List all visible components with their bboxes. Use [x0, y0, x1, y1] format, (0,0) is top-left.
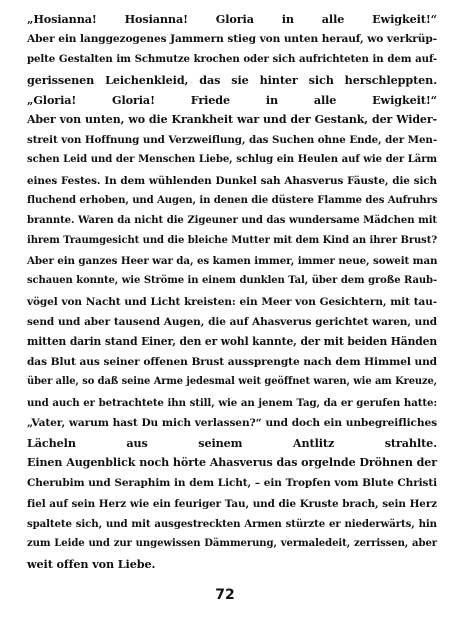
- text-line: „Gloria! Gloria! Friede in alle Ewigkeit!“: [27, 92, 437, 107]
- text-line: send und aber tausend Augen, die auf Ahasverus gerichtet waren, und: [27, 315, 437, 328]
- text-line: über alle, so daß seine Arme jedesmal weit geöffnet waren, wie am Kreuze,: [27, 376, 437, 388]
- text-line: und auch er betrachtete ihn still, wie an jenem Tag, da er gerufen hatte:: [27, 396, 437, 409]
- body-text: [27, 9, 437, 574]
- text-line: das Blut aus seiner offenen Brust aussprengte nach dem Himmel und: [27, 356, 437, 369]
- text-line: Einen Augenblick noch hörte Ahasverus das orgelnde Dröhnen der: [27, 456, 437, 470]
- text-line: spaltete sich, und mit ausgestreckten Armen stürzte er niederwärts, hin: [27, 517, 437, 530]
- text-line: ihrem Traumgesicht und die bleiche Mutter mit dem Kind an ihrer Brust?: [27, 235, 437, 247]
- text-line: gerissenen Leichenkleid, das sie hinter sich herschleppten.: [27, 72, 437, 87]
- text-line: Aber von unten, wo die Krankheit war und der Gestank, der Wider-: [27, 112, 437, 126]
- text-line: Aber ein ganzes Heer war da, es kamen immer, immer neue, soweit man: [27, 255, 438, 268]
- text-line: zum Leide und zur ungewissen Dämmerung, vermaledeit, zerrissen, aber: [27, 537, 437, 549]
- text-line: eines Festes. In dem wühlenden Dunkel sah Ahasverus Fäuste, die sich: [27, 174, 437, 187]
- text-line: Lächeln aus seinem Antlitz strahlte.: [27, 435, 437, 450]
- text-line: pelte Gestalten im Schmutze krochen oder sich aufrichteten in dem auf-: [27, 53, 437, 66]
- text-line: schauen konnte, wie Ströme in einem dunklen Tal, über dem große Raub-: [27, 275, 437, 287]
- text-line: fluchend erhoben, und Augen, in denen die düstere Flamme des Aufruhrs: [27, 194, 438, 206]
- text-line: streit von Hoffnung und Verzweiflung, das Suchen ohne Ende, der Men-: [27, 134, 437, 147]
- text-line: schen Leid und der Menschen Liebe, schlug ein Heulen auf wie der Lärm: [27, 154, 437, 166]
- text-line: mitten darin stand Einer, den er wohl kannte, der mit beiden Händen: [27, 335, 437, 348]
- text-line: brannte. Waren da nicht die Zigeuner und das wundersame Mädchen mit: [27, 214, 437, 226]
- text-line: weit offen von Liebe.: [27, 557, 156, 572]
- text-line: vögel von Nacht und Licht kreisten: ein Meer von Gesichtern, mit tau-: [27, 295, 437, 308]
- text-line: Cherubim und Seraphim in dem Licht, – ein Tropfen vom Blute Christi: [27, 477, 437, 490]
- page-number: 72: [215, 587, 235, 603]
- text-line: „Vater, warum hast Du mich verlassen?“ und doch ein unbegreifliches: [27, 416, 437, 429]
- text-line: Aber ein langgezogenes Jammern stieg von unten herauf, wo verkrüp-: [27, 33, 437, 46]
- text-line: fiel auf sein Herz wie ein feuriger Tau, und die Kruste brach, sein Herz: [27, 497, 437, 510]
- text-line: „Hosianna! Hosianna! Gloria in alle Ewigkeit!“: [27, 12, 437, 26]
